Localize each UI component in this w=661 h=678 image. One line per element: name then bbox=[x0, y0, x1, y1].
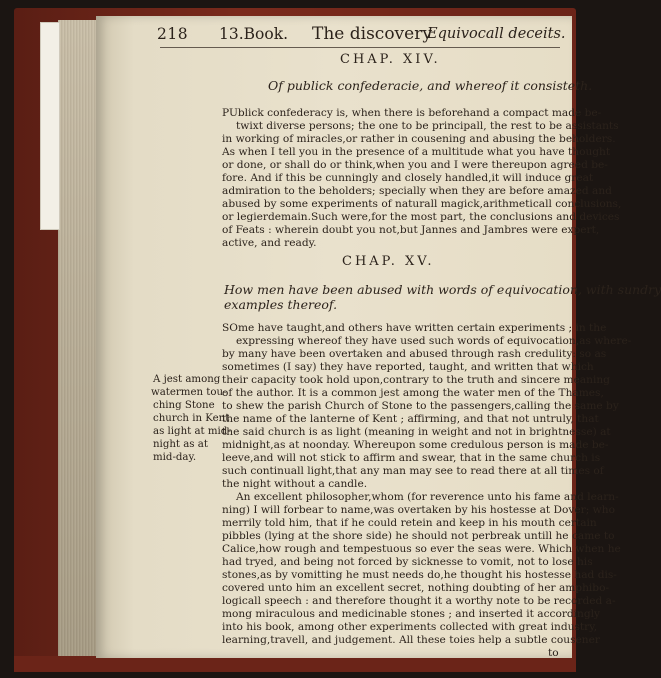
text-line: such continuall light,that any man may see to read there at all times of bbox=[222, 465, 604, 477]
text-line: fore. And if this be cunningly and closely handled,it will induce great bbox=[222, 172, 594, 184]
text-line: admiration to the beholders; specially when they are before amazed and bbox=[222, 185, 612, 197]
text-line: expressing whereof they have used such words of equivocation,as where- bbox=[236, 335, 632, 347]
text-line: in working of miracles,or rather in cousening and abusing the beholders. bbox=[222, 133, 616, 145]
text-line: leeve,and will not stick to affirm and swear, that in the same church is bbox=[222, 452, 601, 464]
page-number: 218 bbox=[157, 25, 189, 43]
text-line: the name of the lanterne of Kent ; affirming, and that not untruly, that bbox=[222, 413, 599, 425]
text-line: An excellent philosopher,whom (for reverence unto his fame and learn- bbox=[236, 491, 619, 503]
text-line: covered unto him an excellent secret, nothing doubting of her amphibo- bbox=[222, 582, 610, 594]
margin-line: A jest among bbox=[153, 374, 221, 385]
chapter-14-title: Of publick confederacie, and whereof it consisteth. bbox=[268, 78, 593, 93]
book-title: The discovery bbox=[312, 24, 432, 44]
text-line: mong miraculous and medicinable stones ; and inserted it accordingly bbox=[222, 608, 601, 620]
text-line: by many have been overtaken and abused through rash credulity: so as bbox=[222, 348, 607, 360]
chapter-15-heading: CHAP. XV. bbox=[342, 254, 435, 269]
text-line: abused by some experiments of naturall magick,arithmeticall conclusions, bbox=[222, 198, 622, 210]
text-line: their capacity took hold upon,contrary to the truth and sincere meaning bbox=[222, 374, 610, 386]
text-line: had tryed, and being not forced by sicknesse to vomit, not to lose his bbox=[222, 556, 593, 568]
text-line: into his book, among other experiments collected with great industry, bbox=[222, 621, 598, 633]
text-line: the night without a candle. bbox=[222, 478, 368, 490]
text-line: SOme have taught,and others have written certain experiments ; in the bbox=[222, 322, 607, 334]
paper-marker bbox=[40, 22, 60, 230]
chapter-14-heading: CHAP. XIV. bbox=[340, 52, 441, 67]
text-line: active, and ready. bbox=[222, 237, 317, 249]
text-line: As when I tell you in the presence of a multitude what you have thought bbox=[222, 146, 611, 158]
margin-line: as light at mid- bbox=[153, 426, 231, 437]
text-line: the said church is as light (meaning in weight and not in brightnesse) at bbox=[222, 426, 611, 438]
running-header bbox=[157, 24, 566, 44]
text-line: logicall speech : and therefore thought it a worthy note to be recorded a- bbox=[222, 595, 616, 607]
text-line: ning) I will forbear to name,was overtaken by his hostesse at Dover; who bbox=[222, 504, 615, 516]
header-rule bbox=[160, 47, 560, 48]
text-line: or done, or shall do or think,when you and I were thereupon agreed be- bbox=[222, 159, 608, 171]
page-edges bbox=[58, 20, 100, 656]
margin-line: night as at bbox=[153, 439, 208, 450]
chapter-15-title-line2: examples thereof. bbox=[224, 297, 338, 312]
margin-line: watermen tou- bbox=[151, 387, 227, 398]
binding-bottom bbox=[14, 656, 576, 672]
catchword: to bbox=[548, 647, 559, 659]
text-line: or legierdemain.Such were,for the most part, the conclusions and devices bbox=[222, 211, 620, 223]
margin-line: mid-day. bbox=[153, 452, 197, 463]
text-line: learning,travell, and judgement. All these toies help a subtle cousener bbox=[222, 634, 600, 646]
text-line: to shew the parish Church of Stone to the passengers,calling the same by bbox=[222, 400, 619, 412]
text-line: merrily told him, that if he could retein and keep in his mouth certain bbox=[222, 517, 597, 529]
chapter-15-title-line1: How men have been abused with words of equivocation, with sundry bbox=[224, 282, 661, 297]
running-head: Equivocall deceits. bbox=[427, 26, 566, 42]
text-line: pibbles (lying at the shore side) he should not perbreak untill he came to bbox=[222, 530, 615, 542]
text-line: PUblick confederacy is, when there is beforehand a compact made be- bbox=[222, 107, 602, 119]
text-line: of Feats : wherein doubt you not,but Jannes and Jambres were expert, bbox=[222, 224, 600, 236]
text-line: of the author. It is a common jest among the water men of the Thames, bbox=[222, 387, 604, 399]
book-number: 13.Book. bbox=[219, 25, 289, 43]
text-line: stones,as by vomitting he must needs do,he thought his hostesse had dis- bbox=[222, 569, 617, 581]
text-line: midnight,as at noonday. Whereupon some credulous person is made be- bbox=[222, 439, 609, 451]
text-line: Calice,how rough and tempestuous so ever the seas were. Which when he bbox=[222, 543, 621, 555]
text-line: sometimes (I say) they have reported, taught, and written that which bbox=[222, 361, 594, 373]
text-line: twixt diverse persons; the one to be principall, the rest to be assistants bbox=[236, 120, 619, 132]
margin-line: church in Kent bbox=[153, 413, 230, 424]
margin-line: ching Stone bbox=[153, 400, 215, 411]
